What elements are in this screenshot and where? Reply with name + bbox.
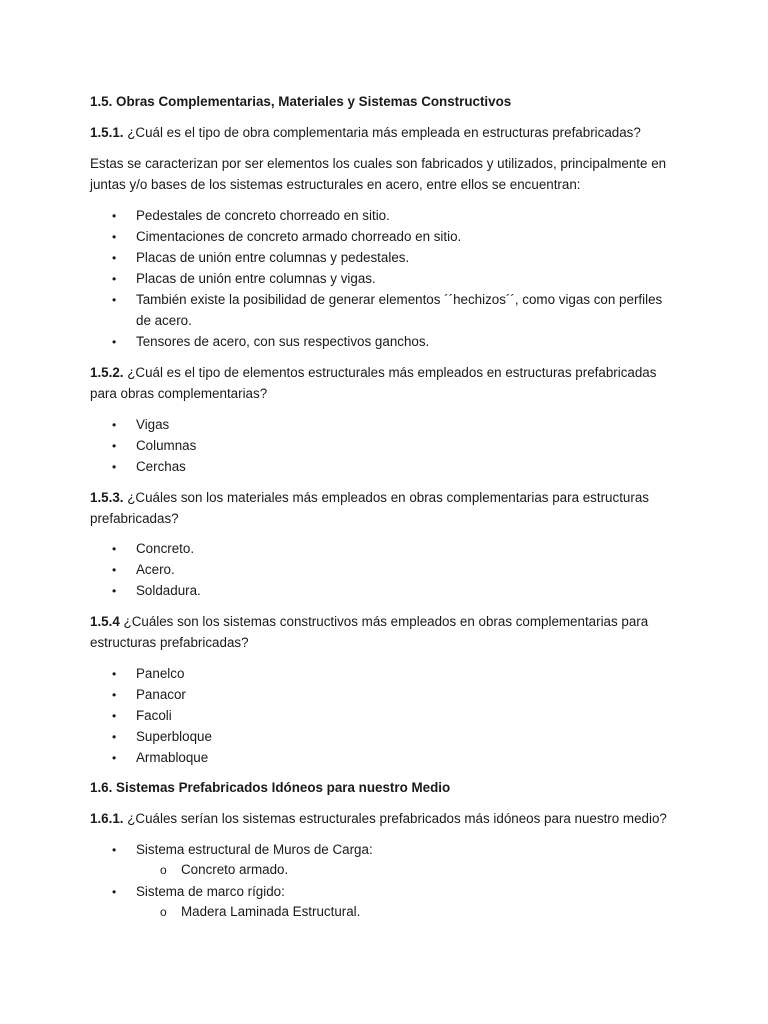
bullet-marker: • [112, 251, 117, 265]
bullet-marker: • [112, 230, 117, 244]
question-1-5-1 [90, 123, 641, 143]
sub-list-item: Concreto armado. [181, 862, 289, 877]
list-item: Facoli [136, 708, 172, 723]
paragraph-line: juntas y/o bases de los sistemas estructurales en acero, entre ellos se encuentran: [90, 177, 581, 192]
question-text: ¿Cuál es el tipo de elementos estructurales más empleados en estructuras prefabricadas [123, 365, 657, 380]
section-heading-1-6: 1.6. Sistemas Prefabricados Idóneos para nuestro Medio [90, 780, 451, 795]
question-1-5-2 [90, 363, 656, 383]
bullet-marker: • [112, 751, 117, 765]
list-item: Superbloque [136, 729, 212, 744]
question-text: ¿Cuáles son los sistemas constructivos más empleados en obras complementarias para [119, 614, 649, 629]
list-item: Vigas [136, 417, 170, 432]
paragraph-line: Estas se caracterizan por ser elementos los cuales son fabricados y utilizados, principalmente en [90, 156, 667, 171]
bullet-marker: • [112, 293, 117, 307]
list-item: También existe la posibilidad de generar elementos ´´hechizos´´, como vigas con perfiles [136, 292, 663, 307]
bullet-marker: • [112, 730, 117, 744]
list-item: Placas de unión entre columnas y vigas. [136, 271, 376, 286]
list-item: Columnas [136, 438, 197, 453]
bullet-marker: • [112, 542, 117, 556]
list-item: Concreto. [136, 541, 195, 556]
question-number: 1.6.1. [90, 811, 124, 826]
list-item: Cimentaciones de concreto armado chorreado en sitio. [136, 229, 462, 244]
list-item: Pedestales de concreto chorreado en sitio. [136, 208, 390, 223]
question-1-5-3 [90, 488, 649, 508]
question-text: ¿Cuáles serían los sistemas estructurales prefabricados más idóneos para nuestro medio? [123, 811, 667, 826]
question-1-6-1 [90, 809, 667, 829]
question-text: ¿Cuáles son los materiales más empleados en obras complementarias para estructuras [123, 490, 649, 505]
list-item: Soldadura. [136, 583, 201, 598]
sub-bullet-marker: o [160, 863, 167, 877]
bullet-marker: • [112, 418, 117, 432]
bullet-marker: • [112, 843, 117, 857]
question-text-continuation: estructuras prefabricadas? [90, 635, 249, 650]
sub-bullet-marker: o [160, 905, 167, 919]
list-item: Placas de unión entre columnas y pedestales. [136, 250, 410, 265]
bullet-marker: • [112, 460, 117, 474]
bullet-marker: • [112, 885, 117, 899]
section-heading-1-5: 1.5. Obras Complementarias, Materiales y Sistemas Constructivos [90, 94, 512, 109]
list-item: Tensores de acero, con sus respectivos ganchos. [136, 334, 430, 349]
bullet-marker: • [112, 209, 117, 223]
bullet-marker: • [112, 439, 117, 453]
question-text-continuation: prefabricadas? [90, 511, 179, 526]
list-item: Panelco [136, 666, 185, 681]
list-item: Panacor [136, 687, 186, 702]
question-number: 1.5.3. [90, 490, 124, 505]
bullet-marker: • [112, 688, 117, 702]
question-number: 1.5.4 [90, 614, 120, 629]
question-number: 1.5.2. [90, 365, 124, 380]
question-number: 1.5.1. [90, 125, 124, 140]
list-item: Sistema de marco rígido: [136, 884, 285, 899]
list-item: Armabloque [136, 750, 209, 765]
bullet-marker: • [112, 563, 117, 577]
bullet-marker: • [112, 667, 117, 681]
sub-list-item: Madera Laminada Estructural. [181, 904, 361, 919]
list-item: Cerchas [136, 459, 186, 474]
bullet-marker: • [112, 335, 117, 349]
question-text: ¿Cuál es el tipo de obra complementaria más empleada en estructuras prefabricadas? [123, 125, 641, 140]
bullet-marker: • [112, 584, 117, 598]
list-item: Sistema estructural de Muros de Carga: [136, 842, 373, 857]
list-item-continuation: de acero. [136, 313, 192, 328]
bullet-marker: • [112, 709, 117, 723]
question-text-continuation: para obras complementarias? [90, 386, 268, 401]
list-item: Acero. [136, 562, 175, 577]
question-1-5-4 [90, 612, 648, 632]
bullet-marker: • [112, 272, 117, 286]
